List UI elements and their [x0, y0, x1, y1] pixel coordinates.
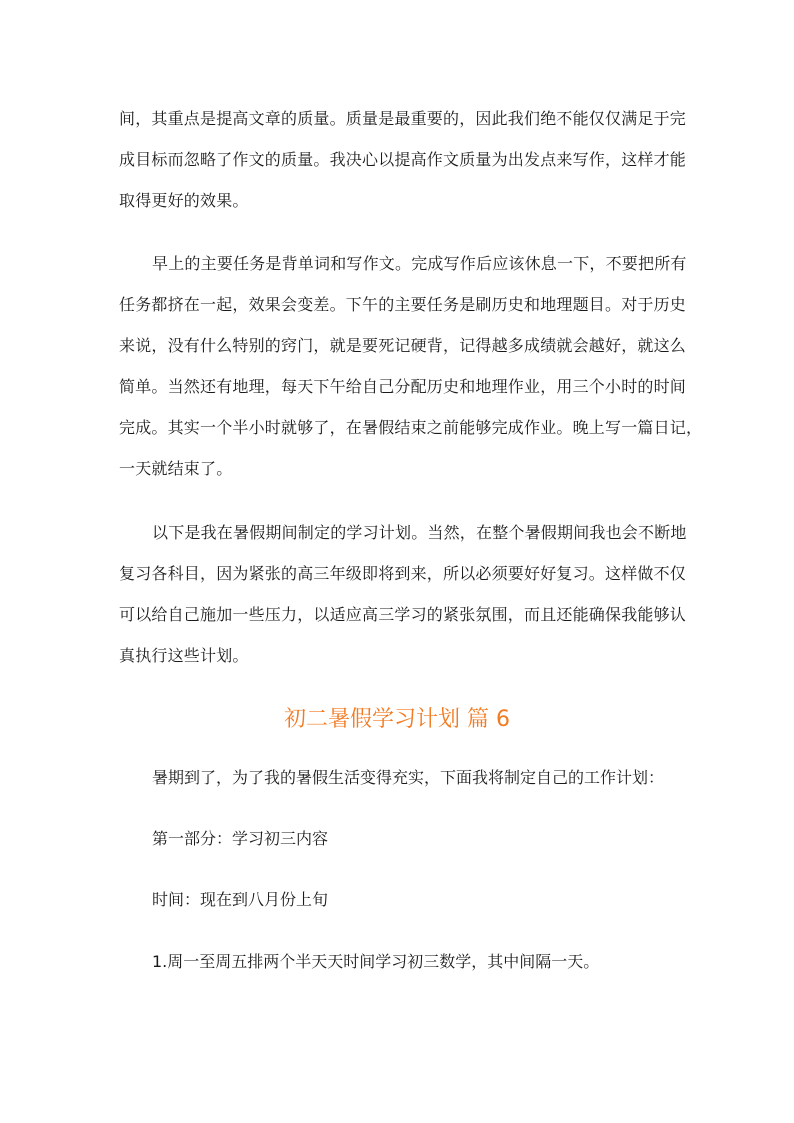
paragraph-line: 以下是我在暑假期间制定的学习计划。当然，在整个暑假期间我也会不断地	[152, 523, 687, 542]
part-title: 第一部分：学习初三内容	[152, 829, 329, 848]
section-heading: 初二暑假学习计划 篇 6	[284, 707, 510, 732]
paragraph-line: 完成。其实一个半小时就够了，在暑假结束之前能够完成作业。晚上写一篇日记，	[119, 418, 703, 437]
paragraph-line: 真执行这些计划。	[119, 646, 249, 665]
section-intro: 暑期到了，为了我的暑假生活变得充实，下面我将制定自己的工作计划：	[152, 768, 665, 787]
paragraph-line: 取得更好的效果。	[119, 191, 249, 210]
paragraph-line: 间，其重点是提高文章的质量。质量是最重要的，因此我们绝不能仅仅满足于完	[119, 109, 687, 128]
paragraph-line: 任务都挤在一起，效果会变差。下午的主要任务是刷历史和地理题目。对于历史	[119, 295, 687, 314]
time-line: 时间：现在到八月份上旬	[152, 890, 329, 909]
paragraph-line: 一天就结束了。	[119, 459, 233, 478]
paragraph-2	[119, 243, 703, 489]
paragraph-3	[119, 512, 687, 676]
list-item: 1.周一至周五排两个半天天时间学习初三数学，其中间隔一天。	[152, 952, 600, 971]
paragraph-1	[119, 98, 687, 221]
paragraph-line: 早上的主要任务是背单词和写作文。完成写作后应该休息一下，不要把所有	[152, 254, 687, 273]
paragraph-line: 成目标而忽略了作文的质量。我决心以提高作文质量为出发点来写作，这样才能	[119, 150, 687, 169]
paragraph-line: 简单。当然还有地理，每天下午给自己分配历史和地理作业，用三个小时的时间	[119, 377, 687, 396]
paragraph-line: 来说，没有什么特别的窍门，就是要死记硬背，记得越多成绩就会越好，就这么	[119, 336, 687, 355]
paragraph-line: 可以给自己施加一些压力，以适应高三学习的紧张氛围，而且还能确保我能够认	[119, 605, 687, 624]
paragraph-line: 复习各科目，因为紧张的高三年级即将到来，所以必须要好好复习。这样做不仅	[119, 564, 687, 583]
